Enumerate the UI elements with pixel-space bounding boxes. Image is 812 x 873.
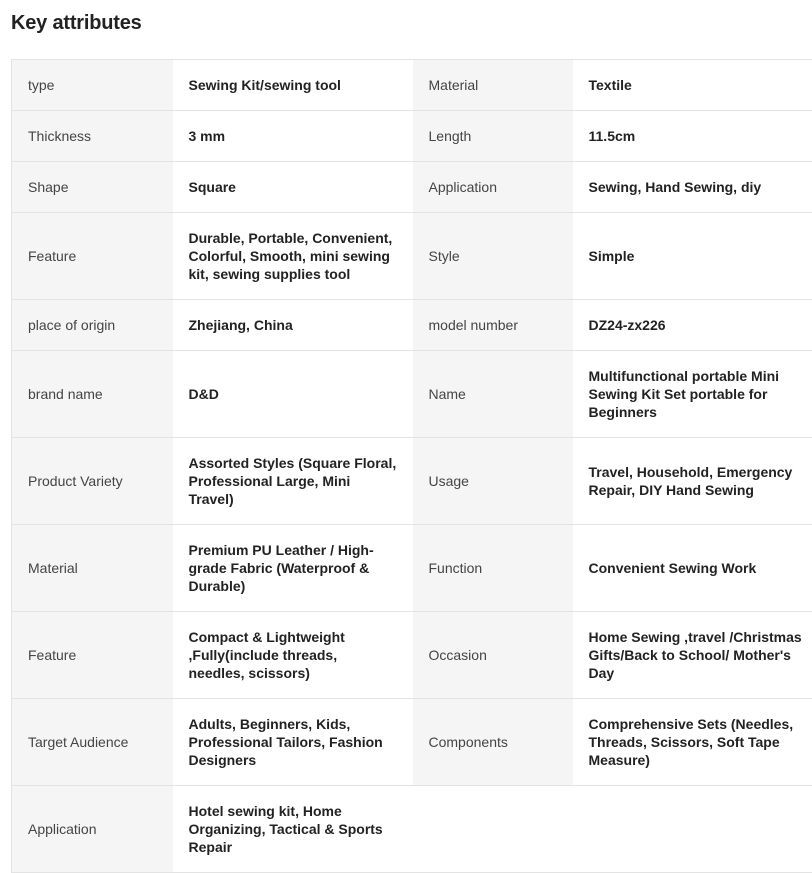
- attribute-key: Feature: [12, 612, 173, 699]
- attribute-row: [12, 213, 812, 300]
- attribute-key: Application: [12, 786, 173, 873]
- attribute-key: Name: [413, 351, 573, 438]
- attribute-value: Travel, Household, Emergency Repair, DIY Hand Sewing: [573, 438, 812, 525]
- attribute-key: Occasion: [413, 612, 573, 699]
- attribute-value: Zhejiang, China: [173, 300, 413, 351]
- attribute-value: Convenient Sewing Work: [573, 525, 812, 612]
- attribute-value: Multifunctional portable Mini Sewing Kit Set portable for Beginners: [573, 351, 812, 438]
- attribute-value: Durable, Portable, Convenient, Colorful, Smooth, mini sewing kit, sewing supplies tool: [173, 213, 413, 300]
- attribute-key: Application: [413, 162, 573, 213]
- attribute-key: Product Variety: [12, 438, 173, 525]
- attribute-key: type: [12, 60, 173, 111]
- attribute-key: Material: [12, 525, 173, 612]
- attribute-value: Simple: [573, 213, 812, 300]
- key-attributes-table: [11, 59, 812, 873]
- attribute-row: [12, 300, 812, 351]
- attribute-row: [12, 162, 812, 213]
- attribute-key: place of origin: [12, 300, 173, 351]
- attribute-value: Adults, Beginners, Kids, Professional Tailors, Fashion Designers: [173, 699, 413, 786]
- empty-cell: [573, 786, 812, 873]
- attribute-key: Usage: [413, 438, 573, 525]
- attribute-value: Comprehensive Sets (Needles, Threads, Scissors, Soft Tape Measure): [573, 699, 812, 786]
- attribute-value: 11.5cm: [573, 111, 812, 162]
- attribute-value: Textile: [573, 60, 812, 111]
- attribute-value: Premium PU Leather / High-grade Fabric (Waterproof & Durable): [173, 525, 413, 612]
- attribute-key: Function: [413, 525, 573, 612]
- attribute-row: [12, 111, 812, 162]
- empty-cell: [413, 786, 573, 873]
- attribute-value: DZ24-zx226: [573, 300, 812, 351]
- attribute-key: Components: [413, 699, 573, 786]
- attribute-row: [12, 699, 812, 786]
- attribute-row: [12, 60, 812, 111]
- attribute-row: [12, 525, 812, 612]
- attribute-value: Sewing, Hand Sewing, diy: [573, 162, 812, 213]
- attribute-key: Length: [413, 111, 573, 162]
- attribute-row: [12, 786, 812, 873]
- section-title: Key attributes: [11, 12, 142, 35]
- attribute-value: Square: [173, 162, 413, 213]
- attribute-key: brand name: [12, 351, 173, 438]
- attribute-key: Shape: [12, 162, 173, 213]
- attribute-value: Assorted Styles (Square Floral, Professional Large, Mini Travel): [173, 438, 413, 525]
- attribute-key: model number: [413, 300, 573, 351]
- attribute-key: Material: [413, 60, 573, 111]
- attribute-key: Target Audience: [12, 699, 173, 786]
- attribute-row: [12, 438, 812, 525]
- attribute-key: Thickness: [12, 111, 173, 162]
- attribute-value: Sewing Kit/sewing tool: [173, 60, 413, 111]
- attribute-value: D&D: [173, 351, 413, 438]
- attribute-value: 3 mm: [173, 111, 413, 162]
- attribute-key: Feature: [12, 213, 173, 300]
- attribute-value: Compact & Lightweight ,Fully(include threads, needles, scissors): [173, 612, 413, 699]
- attribute-row: [12, 612, 812, 699]
- attribute-key: Style: [413, 213, 573, 300]
- attribute-row: [12, 351, 812, 438]
- attribute-value: Hotel sewing kit, Home Organizing, Tactical & Sports Repair: [173, 786, 413, 873]
- attribute-value: Home Sewing ,travel /Christmas Gifts/Back to School/ Mother's Day: [573, 612, 812, 699]
